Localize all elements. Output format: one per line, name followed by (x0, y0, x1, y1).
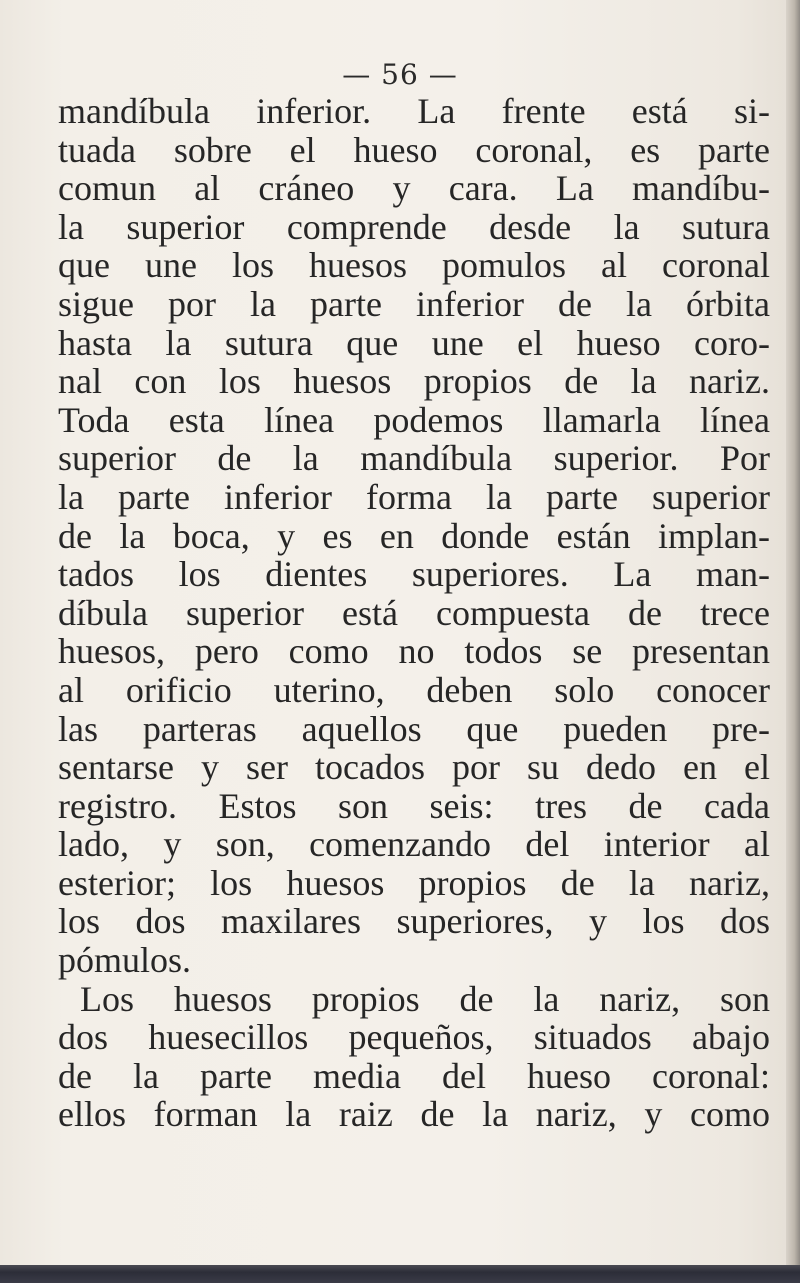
text-line: Toda esta línea podemos llamarla línea (58, 399, 770, 440)
body-text (58, 92, 770, 1134)
text-line: huesos, pero como no todos se presentan (58, 631, 770, 672)
text-line: ellos forman la raiz de la nariz, y como (58, 1094, 770, 1135)
text-line: de la boca, y es en donde están implan- (58, 515, 770, 556)
text-line: sigue por la parte inferior de la órbita (58, 283, 770, 324)
text-line: registro. Estos son seis: tres de cada (58, 785, 770, 826)
text-line: Los huesos propios de la nariz, son (80, 978, 770, 1019)
text-line: esterior; los huesos propios de la nariz, (58, 862, 770, 903)
text-line: nal con los huesos propios de la nariz. (58, 361, 770, 402)
text-line: tados los dientes superiores. La man- (58, 554, 770, 595)
text-line: lado, y son, comenzando del interior al (58, 824, 770, 865)
scan-bottom-border (0, 1265, 800, 1283)
text-line: sentarse y ser tocados por su dedo en el (58, 747, 770, 788)
text-line: la parte inferior forma la parte superior (58, 476, 770, 517)
text-line: superior de la mandíbula superior. Por (58, 438, 770, 479)
text-line: las parteras aquellos que pueden pre- (58, 708, 770, 749)
page-edge-shadow (786, 0, 800, 1283)
text-line: de la parte media del hueso coronal: (58, 1055, 770, 1096)
text-line: los dos maxilares superiores, y los dos (58, 901, 770, 942)
text-line: tuada sobre el hueso coronal, es parte (58, 129, 770, 170)
text-line: al orificio uterino, deben solo conocer (58, 669, 770, 710)
text-line: pómulos. (58, 940, 192, 981)
text-line: dos huesecillos pequeños, situados abajo (58, 1017, 770, 1058)
text-line: que une los huesos pomulos al coronal (58, 245, 770, 286)
text-line: mandíbula inferior. La frente está si- (58, 91, 770, 131)
text-line: hasta la sutura que une el hueso coro- (58, 322, 770, 363)
text-line: la superior comprende desde la sutura (58, 206, 770, 247)
text-line: díbula superior está compuesta de trece (58, 592, 770, 633)
text-line: comun al cráneo y cara. La mandíbu- (58, 168, 770, 209)
page-number: — 56 — (342, 58, 458, 91)
